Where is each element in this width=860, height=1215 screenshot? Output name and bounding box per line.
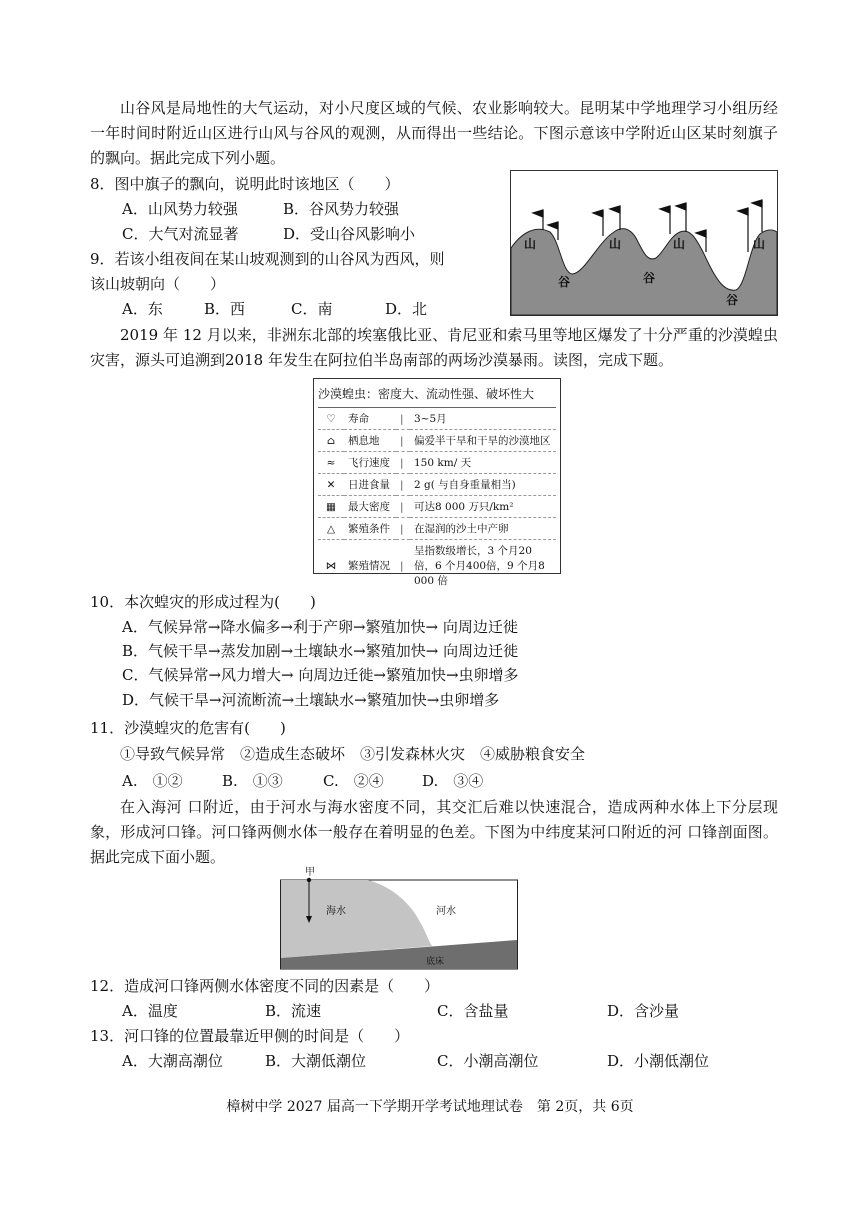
q9-option-b: B．西 — [204, 300, 246, 318]
valley-label-2: 谷 — [643, 271, 656, 285]
triangle-icon: △ — [318, 518, 344, 540]
q13-option-d: D．小潮低潮位 — [607, 1052, 710, 1070]
locust-info-row — [318, 430, 556, 452]
locust-info-key: 繁殖情况 — [348, 560, 390, 572]
q10-option-a: A．气候异常→降水偏多→利于产卵→繁殖加快→ 向周边迁徙 — [122, 618, 518, 636]
question-13-stem: 13．河口锋的位置最靠近甲侧的时间是（ ） — [90, 1027, 410, 1045]
locust-info-value: 可达8 000 万只/km² — [410, 496, 556, 518]
q11-option-d: D. ③④ — [422, 772, 484, 790]
locust-info-key: 最大密度 — [344, 496, 396, 518]
jia-point — [307, 878, 311, 882]
q11-option-a: A. ①② — [122, 772, 183, 790]
q10-option-b: B．气候干旱→蒸发加剧→土壤缺水→繁殖加快→ 向周边迁徙 — [122, 642, 519, 660]
locust-info-value: 3~5月 — [410, 408, 556, 430]
mountain-label-1: 山 — [524, 237, 537, 251]
q12-option-d: D．含沙量 — [607, 1002, 680, 1020]
density-icon: ▦ — [318, 496, 344, 518]
question-8-stem: 8．图中旗子的飘向，说明此时该地区（ ） — [90, 175, 400, 193]
q12-option-a: A．温度 — [122, 1002, 178, 1020]
food-icon: ✕ — [318, 474, 344, 496]
separator: | — [396, 474, 410, 496]
q8-option-b: B．谷风势力较强 — [283, 200, 400, 218]
separator: | — [396, 430, 410, 452]
locust-icon: ⋈ — [325, 559, 337, 572]
locust-info-row — [318, 518, 556, 540]
valley-label-1: 谷 — [558, 275, 571, 289]
q8-option-a: A．山风势力较强 — [122, 200, 238, 218]
mountain-label-4: 山 — [753, 237, 766, 251]
locust-info-key: 栖息地 — [344, 430, 396, 452]
mountain-valley-figure — [510, 170, 778, 316]
q10-option-d: D．气候干旱→河流断流→土壤缺水→繁殖加快→虫卵增多 — [122, 691, 500, 709]
q13-option-b: B．大潮低潮位 — [265, 1052, 367, 1070]
seawater-label: 海水 — [326, 906, 346, 917]
valley-label-3: 谷 — [726, 293, 739, 307]
q8-option-d: D．受山谷风影响小 — [283, 225, 416, 243]
question-11-stem: 11．沙漠蝗灾的危害有( ) — [90, 719, 286, 737]
q9-option-a: A．东 — [122, 300, 163, 318]
mountain-label-3: 山 — [673, 237, 686, 251]
locust-info-key: 飞行速度 — [344, 452, 396, 474]
q11-option-c: C. ②④ — [323, 772, 384, 790]
locust-info-title: 沙漠蝗虫：密度大、流动性强、破坏性大 — [318, 381, 556, 408]
river-water-label: 河水 — [436, 906, 456, 917]
flight-icon: ≈ — [318, 452, 344, 474]
separator: | — [396, 452, 410, 474]
locust-info-value: 呈指数级增长，3 个月20 倍，6 个月400倍，9 个月8 000 倍 — [414, 545, 545, 587]
intro-paragraph-2: 2019 年 12 月以来，非洲东北部的埃塞俄比亚、肯尼亚和索马里等地区爆发了十分严重的沙漠蝗虫灾害，源头可追溯到2018 年发生在阿拉伯半岛南部的两场沙漠暴雨。读图，完成下题。 — [90, 326, 778, 369]
locust-info-row — [318, 408, 556, 430]
locust-info-box — [313, 378, 561, 587]
locust-info-row — [318, 496, 556, 518]
locust-info-key: 寿命 — [344, 408, 396, 430]
locust-info-table — [318, 408, 556, 591]
page-footer: 樟树中学 2027 届高一下学期开学考试地理试卷 第 2页，共 6页 — [226, 1099, 634, 1115]
question-9-stem-line2: 该山坡朝向（ ） — [90, 275, 226, 293]
q13-option-c: C．小潮高潮位 — [437, 1052, 539, 1070]
estuary-front-figure — [280, 866, 518, 970]
locust-info-value: 150 km/ 天 — [410, 452, 556, 474]
q12-option-b: B．流速 — [265, 1002, 322, 1020]
locust-info-row — [318, 452, 556, 474]
q10-option-c: C．气候异常→风力增大→ 向周边迁徙→繁殖加快→虫卵增多 — [122, 666, 519, 684]
separator: | — [400, 559, 404, 572]
habitat-icon: ⌂ — [318, 430, 344, 452]
locust-info-key: 日进食量 — [344, 474, 396, 496]
locust-info-row — [318, 474, 556, 496]
question-10-stem: 10．本次蝗灾的形成过程为( ) — [90, 593, 316, 611]
q8-option-c: C．大气对流显著 — [122, 225, 239, 243]
locust-info-value: 2 g( 与自身重量相当) — [410, 474, 556, 496]
q12-option-c: C．含盐量 — [437, 1002, 509, 1020]
locust-info-value: 在湿润的沙土中产卵 — [410, 518, 556, 540]
q9-option-d: D．北 — [385, 300, 428, 318]
locust-info-value: 偏爱半干旱和干旱的沙漠地区 — [410, 430, 556, 452]
separator: | — [396, 408, 410, 430]
intro-paragraph-1: 山谷风是局地性的大气运动，对小尺度区域的气候、农业影响较大。昆明某中学地理学习小组历经一年时间时附近山区进行山风与谷风的观测，从而得出一些结论。下图示意该中学附近山区某时刻旗子的飘向。据此完成下列小题。 — [90, 99, 778, 167]
riverbed-label: 底床 — [426, 957, 445, 967]
question-11-items: ①导致气候异常 ②造成生态破坏 ③引发森林火灾 ④威胁粮食安全 — [120, 745, 586, 763]
jia-label: 甲 — [305, 867, 315, 878]
locust-info-key: 繁殖条件 — [344, 518, 396, 540]
separator: | — [396, 518, 410, 540]
locust-info-row — [318, 540, 556, 592]
question-9-stem-line1: 9．若该小组夜间在某山坡观测到的山谷风为西风，则 — [90, 250, 445, 268]
question-12-stem: 12．造成河口锋两侧水体密度不同的因素是（ ） — [90, 977, 440, 995]
mountain-label-2: 山 — [609, 237, 622, 251]
q11-option-b: B. ①③ — [222, 772, 283, 790]
intro-paragraph-3: 在入海河 口附近，由于河水与海水密度不同，其交汇后难以快速混合，造成两种水体上下分层现象，形成河口锋。河口锋两侧水体一般存在着明显的色差。下图为中纬度某河口附近的河 口锋剖面图。据此完成下面小题。 — [90, 798, 778, 866]
heart-icon: ♡ — [318, 408, 344, 430]
q13-option-a: A．大潮高潮位 — [122, 1052, 223, 1070]
separator: | — [396, 496, 410, 518]
q9-option-c: C．南 — [291, 300, 333, 318]
